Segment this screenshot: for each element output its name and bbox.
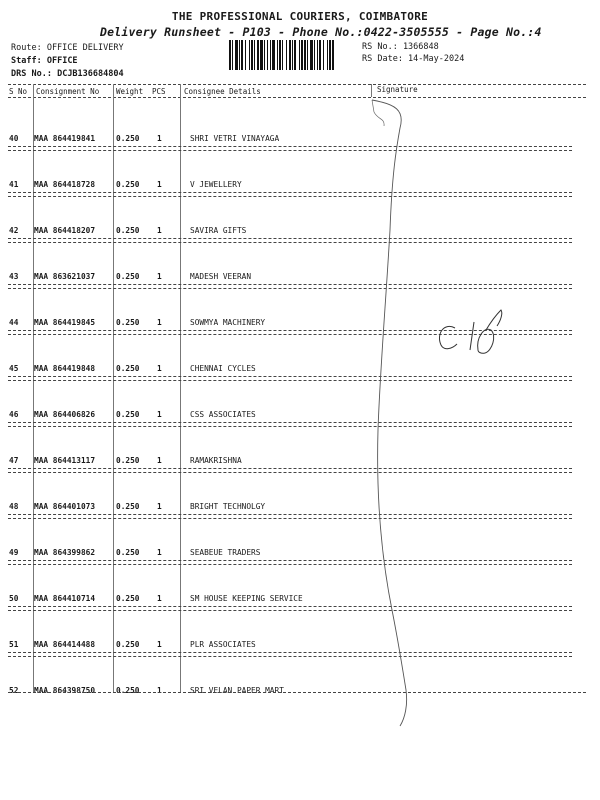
row-pcs: 1 xyxy=(157,548,162,557)
col-header-pcs: PCS xyxy=(152,87,166,96)
row-sno: 43 xyxy=(9,272,19,281)
row-pcs: 1 xyxy=(157,272,162,281)
row-weight: 0.250 xyxy=(116,272,140,281)
row-consignment-no: MAA 864419848 xyxy=(34,364,96,373)
row-consignee: CHENNAI CYCLES xyxy=(190,364,256,373)
col-header-weight: Weight xyxy=(116,87,144,96)
company-name: THE PROFESSIONAL COURIERS, COIMBATORE xyxy=(171,10,429,23)
row-sno: 44 xyxy=(9,318,19,327)
row-consignee: PLR ASSOCIATES xyxy=(190,640,256,649)
row-consignment-no: MAA 863621037 xyxy=(34,272,96,281)
row-consignment-no: MAA 864414488 xyxy=(34,640,96,649)
row-consignment-no: MAA 864399862 xyxy=(34,548,96,557)
drs-value: DCJB136684804 xyxy=(57,69,124,79)
col-header-consignment: Consignment No xyxy=(36,87,100,96)
row-consignee: V JEWELLERY xyxy=(190,180,242,189)
row-consignment-no: MAA 864401073 xyxy=(34,502,96,511)
row-pcs: 1 xyxy=(157,318,162,327)
row-consignee: SEABEUE TRADERS xyxy=(190,548,261,557)
route-label: Route: OFFICE DELIVERY xyxy=(11,43,124,53)
staff-value: OFFICE xyxy=(46,56,78,66)
row-consignment-no: MAA 864398750 xyxy=(34,686,96,695)
row-pcs: 1 xyxy=(157,686,162,695)
row-consignment-no: MAA 864413117 xyxy=(34,456,96,465)
drs-label: DRS No.: xyxy=(11,69,52,79)
row-consignee: SHRI VETRI VINAYAGA xyxy=(190,134,280,143)
row-pcs: 1 xyxy=(157,364,162,373)
row-consignee: RAMAKRISHNA xyxy=(190,456,242,465)
row-consignee: MADESH VEERAN xyxy=(190,272,252,281)
row-weight: 0.250 xyxy=(116,364,140,373)
row-consignment-no: MAA 864419845 xyxy=(34,318,96,327)
staff-label: Staff: xyxy=(11,56,42,66)
row-weight: 0.250 xyxy=(116,640,140,649)
row-sno: 48 xyxy=(9,502,19,511)
row-weight: 0.250 xyxy=(116,594,140,603)
row-consignee: SAVIRA GIFTS xyxy=(190,226,247,235)
row-sno: 49 xyxy=(9,548,19,557)
row-pcs: 1 xyxy=(157,134,162,143)
row-weight: 0.250 xyxy=(116,686,140,695)
rs-date: RS Date: 14-May-2024 xyxy=(362,54,465,64)
col-header-signature: Signature xyxy=(377,85,418,94)
row-sno: 51 xyxy=(9,640,19,649)
row-consignment-no: MAA 864419841 xyxy=(34,134,96,143)
row-weight: 0.250 xyxy=(116,410,140,419)
row-sno: 52 xyxy=(9,686,19,695)
row-pcs: 1 xyxy=(157,180,162,189)
row-sno: 47 xyxy=(9,456,19,465)
row-pcs: 1 xyxy=(157,410,162,419)
row-consignee: SM HOUSE KEEPING SERVICE xyxy=(190,594,303,603)
row-weight: 0.250 xyxy=(116,318,140,327)
row-weight: 0.250 xyxy=(116,226,140,235)
row-weight: 0.250 xyxy=(116,134,140,143)
row-pcs: 1 xyxy=(157,594,162,603)
row-sno: 50 xyxy=(9,594,19,603)
row-sno: 46 xyxy=(9,410,19,419)
row-pcs: 1 xyxy=(157,226,162,235)
row-sno: 41 xyxy=(9,180,19,189)
row-weight: 0.250 xyxy=(116,456,140,465)
row-consignment-no: MAA 864418207 xyxy=(34,226,96,235)
row-sno: 45 xyxy=(9,364,19,373)
row-consignee: SRI VELAN PAPER MART xyxy=(190,686,284,695)
row-weight: 0.250 xyxy=(116,548,140,557)
row-consignee: BRIGHT TECHNOLGY xyxy=(190,502,266,511)
row-sno: 42 xyxy=(9,226,19,235)
runsheet-title: Delivery Runsheet - P103 - Phone No.:0422-3505555 - Page No.:4 xyxy=(100,25,542,39)
row-sno: 40 xyxy=(9,134,19,143)
rs-number: RS No.: 1366848 xyxy=(362,42,439,52)
row-pcs: 1 xyxy=(157,456,162,465)
row-weight: 0.250 xyxy=(116,180,140,189)
row-consignment-no: MAA 864418728 xyxy=(34,180,96,189)
row-consignee: CSS ASSOCIATES xyxy=(190,410,256,419)
row-pcs: 1 xyxy=(157,640,162,649)
row-weight: 0.250 xyxy=(116,502,140,511)
row-consignment-no: MAA 864410714 xyxy=(34,594,96,603)
row-consignment-no: MAA 864406826 xyxy=(34,410,96,419)
row-pcs: 1 xyxy=(157,502,162,511)
col-header-sno: S No xyxy=(9,87,28,96)
col-header-consignee: Consignee Details xyxy=(184,87,261,96)
row-consignee: SOWMYA MACHINERY xyxy=(190,318,266,327)
